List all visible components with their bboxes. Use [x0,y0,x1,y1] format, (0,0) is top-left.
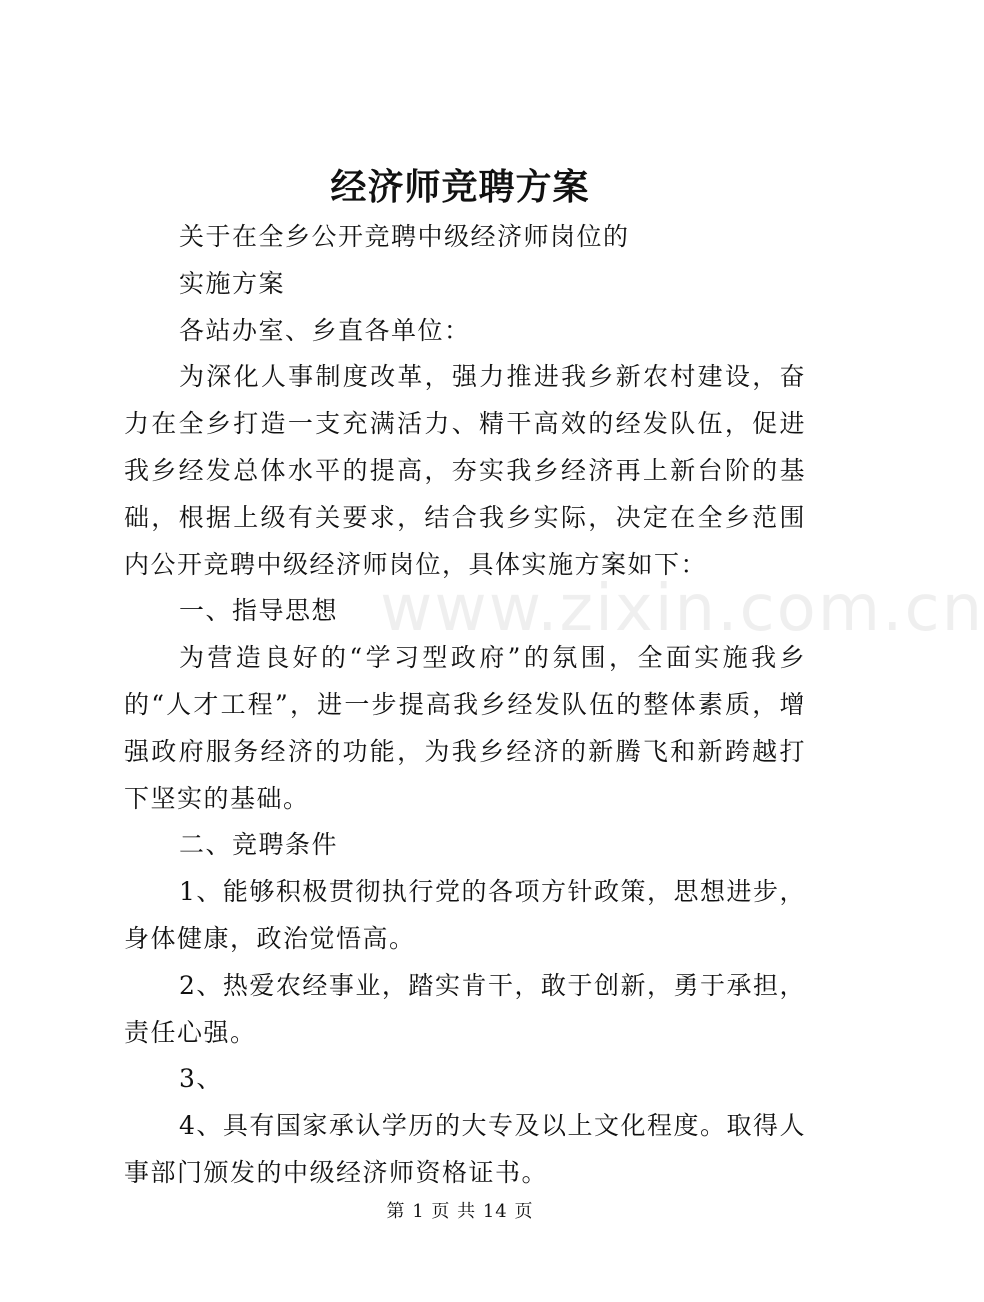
condition-item-4: 4、具有国家承认学历的大专及以上文化程度。取得人事部门颁发的中级经济师资格证书。 [124,1111,806,1187]
watermark: www.zixin.com.cn [380,572,984,646]
section-heading-guiding-thought: 一、指导思想 [179,596,339,626]
page-footer: 第 1 页 共 14 页 [386,1201,534,1222]
condition-item-2: 2、热爱农经事业，踏实肯干，敢于创新，勇于承担，责任心强。 [124,970,806,1047]
paragraph-salutation: 各站办室、乡直各单位： [179,315,471,345]
section-heading-conditions: 二、竞聘条件 [179,830,339,860]
condition-item-3: 3、 [179,1064,223,1094]
document-title: 经济师竞聘方案 [330,166,590,208]
paragraph-heading-line2: 实施方案 [179,268,286,298]
paragraph-intro: 为深化人事制度改革，强力推进我乡新农村建设，奋力在全乡打造一支充满活力、精干高效的经发队伍，促进我乡经发总体水平的提高，夯实我乡经济再上新台阶的基础，根据上级有关要求，结合我乡实际，决定在全乡范围内公开竞聘中级经济师岗位，具体实施方案如下： [124,362,806,579]
document-body [124,214,806,1197]
condition-item-1: 1、能够积极贯彻执行党的各项方针政策，思想进步，身体健康，政治觉悟高。 [124,877,806,953]
paragraph-heading-line1: 关于在全乡公开竞聘中级经济师岗位的 [179,222,630,251]
paragraph-guiding-thought: 为营造良好的“学习型政府”的氛围，全面实施我乡的“人才工程”，进一步提高我乡经发队伍的整体素质，增强政府服务经济的功能，为我乡经济的新腾飞和新跨越打下坚实的基础。 [124,643,806,813]
